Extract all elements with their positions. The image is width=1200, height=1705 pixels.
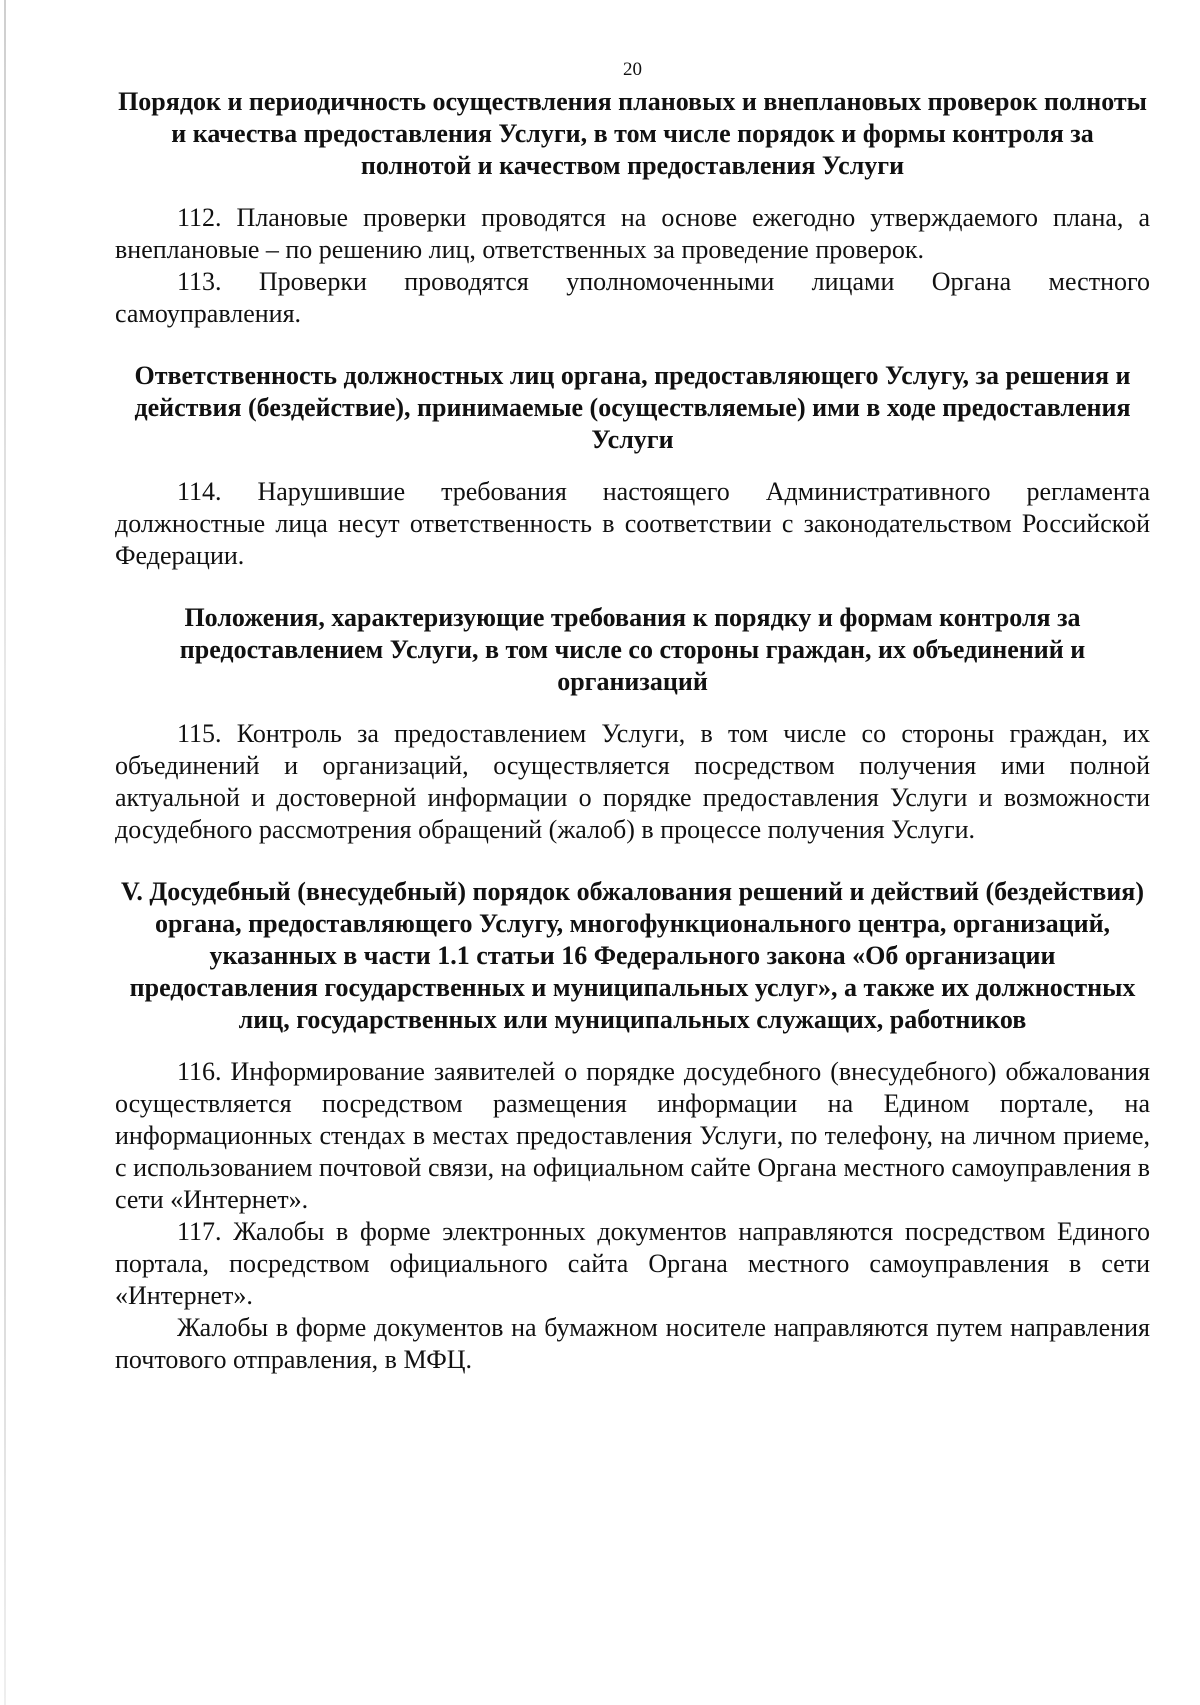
paragraph-113: 113. Проверки проводятся уполномоченными лицами Органа местного самоуправления. <box>115 267 1150 328</box>
section-heading: Ответственность должностных лиц органа, предоставляющего Услугу, за решения и действия (бездействие), принимаемые (осуществляемые) ими в ходе предоставления Услуги <box>134 361 1131 454</box>
paragraph-115: 115. Контроль за предоставлением Услуги, в том числе со стороны граждан, их объединений и организаций, осуществляется посредством получения ими полной актуальной и достоверной информации о порядке предоставления Услуги и возможности досудебного рассмотрения обращений (жалоб) в процессе получения Услуги. <box>115 719 1150 844</box>
section-heading: Положения, характеризующие требования к порядку и формам контроля за предоставлением Услуги, в том числе со стороны граждан, их объединений и организаций <box>179 603 1086 696</box>
section-heading: Порядок и периодичность осуществления плановых и внеплановых проверок полноты и качества предоставления Услуги, в том числе порядок и формы контроля за полнотой и качеством предоставления Услуги <box>118 87 1147 180</box>
section-pretrial-appeal <box>115 876 1150 1376</box>
page-content <box>115 58 1150 1376</box>
section-heading: V. Досудебный (внесудебный) порядок обжалования решений и действий (бездействия) органа, предоставляющего Услугу, многофункционального центра, организаций, указанных в части 1.1 статьи 16 Федерального закона «Об организации предоставления государственных и муниципальных услуг», а также их должностных лиц, государственных или муниципальных служащих, работников <box>120 877 1145 1034</box>
paragraph-112: 112. Плановые проверки проводятся на основе ежегодно утверждаемого плана, а внеплановые – по решению лиц, ответственных за проведение проверок. <box>115 203 1150 264</box>
paragraph-116: 116. Информирование заявителей о порядке досудебного (внесудебного) обжалования осуществляется посредством размещения информации на Едином портале, на информационных стендах в местах предоставления Услуги, по телефону, на личном приеме, с использованием почтовой связи, на официальном сайте Органа местного самоуправления в сети «Интернет». <box>115 1057 1150 1214</box>
paragraph-paper-complaints: Жалобы в форме документов на бумажном носителе направляются путем направления почтового отправления, в МФЦ. <box>115 1313 1150 1374</box>
section-inspections <box>115 86 1150 330</box>
paragraph-114: 114. Нарушившие требования настоящего Административного регламента должностные лица несут ответственность в соответствии с законодательством Российской Федерации. <box>115 477 1150 570</box>
page-number: 20 <box>623 59 642 80</box>
section-responsibility <box>115 360 1150 572</box>
scan-edge <box>4 0 6 1705</box>
section-control-provisions <box>115 602 1150 846</box>
paragraph-117: 117. Жалобы в форме электронных документов направляются посредством Единого портала, посредством официального сайта Органа местного самоуправления в сети «Интернет». <box>115 1217 1150 1310</box>
